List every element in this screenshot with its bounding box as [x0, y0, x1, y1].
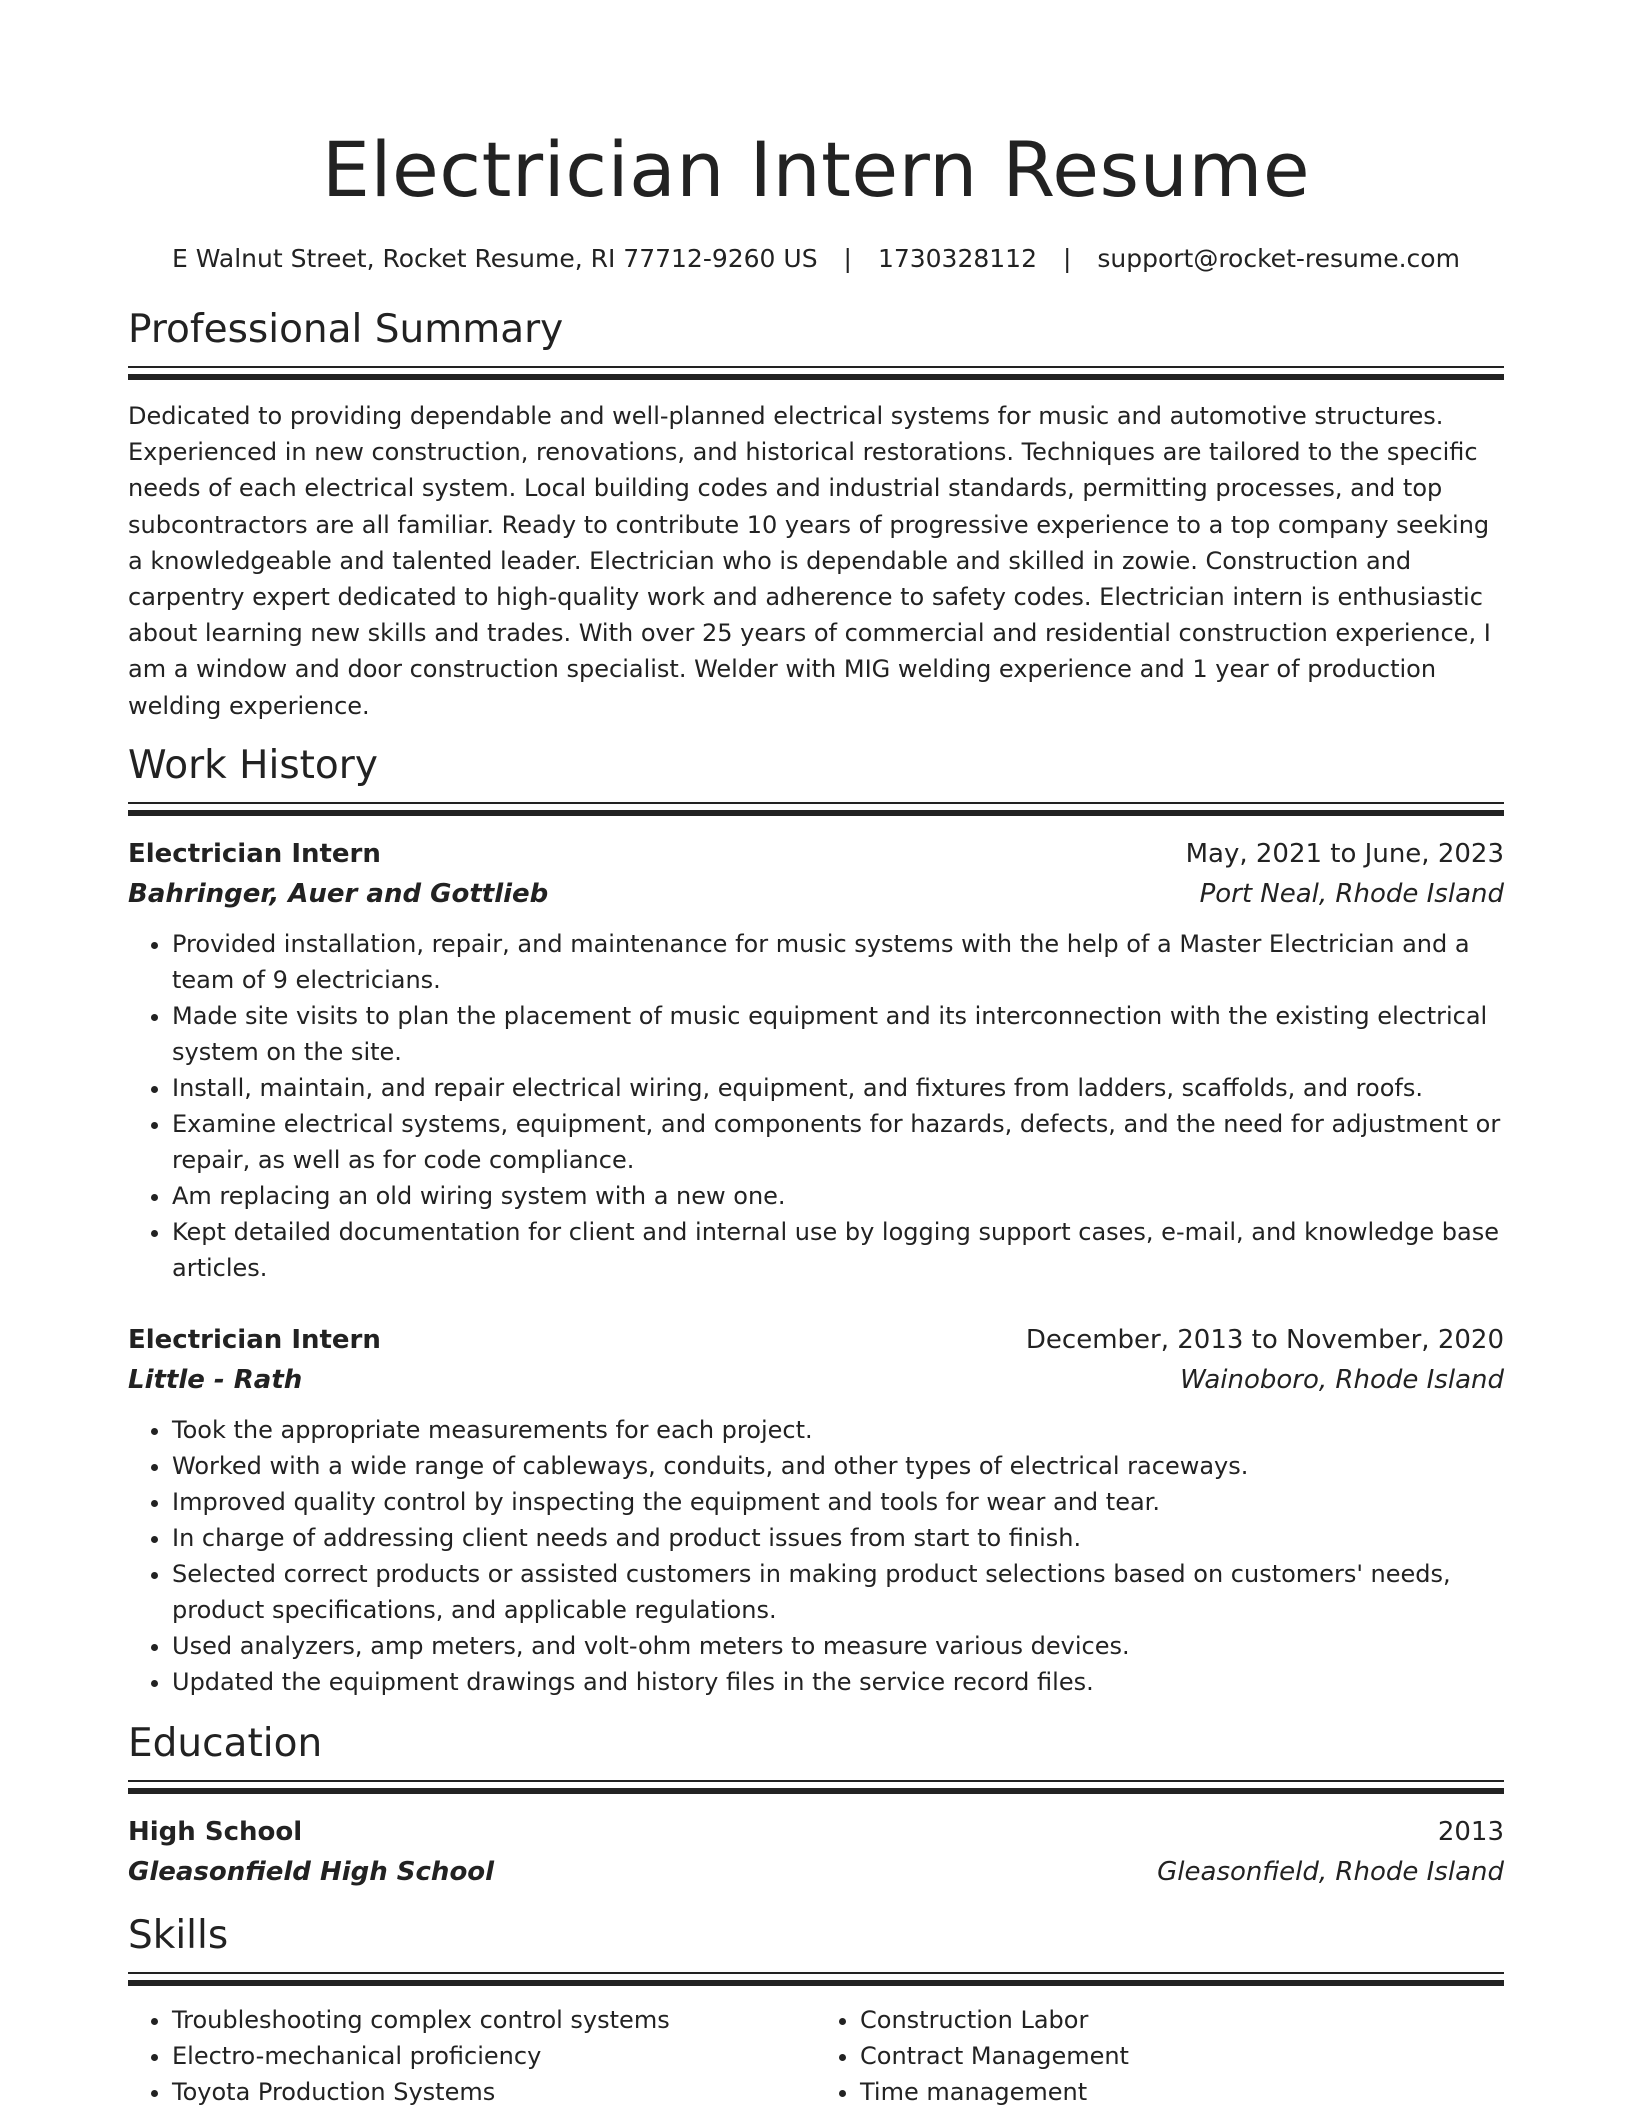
skills-column-left	[128, 2002, 816, 2110]
section-rule-thin	[128, 802, 1504, 804]
job-bullets	[128, 1412, 1504, 1700]
skills-heading: Skills	[128, 1912, 229, 1958]
education-school-row	[128, 1852, 1504, 1892]
summary-heading: Professional Summary	[128, 307, 564, 352]
job-company: Bahringer, Auer and Gottlieb	[128, 878, 549, 909]
skill-item: • Toyota Production Systems	[172, 2074, 816, 2110]
contact-separator: |	[1062, 244, 1072, 273]
job-bullet: • Improved quality control by inspecting the equipment and tools for wear and tear.	[172, 1484, 1504, 1520]
job-bullet: • Worked with a wide range of cableways, conduits, and other types of electrical raceways.	[172, 1448, 1504, 1484]
education-location: Gleasonfield, Rhode Island	[1157, 1856, 1504, 1887]
job-bullets	[128, 926, 1504, 1286]
education-section	[128, 1720, 1504, 1892]
job-title: Electrician Intern	[128, 1324, 381, 1355]
section-rule-thin	[128, 1972, 1504, 1974]
resume-title: Electrician Intern Resume	[321, 125, 1311, 214]
job-location: Wainoboro, Rhode Island	[1180, 1364, 1504, 1395]
job-company: Little - Rath	[128, 1364, 303, 1395]
job-location: Port Neal, Rhode Island	[1199, 878, 1504, 909]
job-bullet: • In charge of addressing client needs and product issues from start to finish.	[172, 1520, 1504, 1556]
job-company-row	[128, 1360, 1504, 1400]
job-bullet: • Kept detailed documentation for client and internal use by logging support cases, e-mail, and knowledge base articles.	[172, 1214, 1504, 1286]
contact-separator: |	[843, 244, 852, 273]
job-entry	[128, 1320, 1504, 1700]
section-rule-thin	[128, 1780, 1504, 1782]
summary-section	[128, 306, 1504, 724]
work-history-heading: Work History	[128, 742, 378, 788]
education-degree: High School	[128, 1816, 303, 1847]
contact-address: E Walnut Street, Rocket Resume, RI 77712-9260 US	[172, 244, 818, 273]
contact-phone: 1730328112	[877, 244, 1037, 273]
job-bullet: • Made site visits to plan the placement of music equipment and its interconnection with the existing electrical system on the site.	[172, 998, 1504, 1070]
education-heading: Education	[128, 1720, 323, 1766]
section-rule-thick	[128, 374, 1504, 380]
job-bullet: • Am replacing an old wiring system with a new one.	[172, 1178, 1504, 1214]
job-bullet: • Took the appropriate measurements for each project.	[172, 1412, 1504, 1448]
job-header-row	[128, 834, 1504, 874]
job-bullet: • Examine electrical systems, equipment, and components for hazards, defects, and the need for adjustment or repair, as well as for code compliance.	[172, 1106, 1504, 1178]
job-bullet: • Used analyzers, amp meters, and volt-ohm meters to measure various devices.	[172, 1628, 1504, 1664]
job-title: Electrician Intern	[128, 838, 381, 869]
education-header-row	[128, 1812, 1504, 1852]
section-rule-thin	[128, 366, 1504, 368]
education-entry	[128, 1812, 1504, 1892]
skill-item: • Troubleshooting complex control systems	[172, 2002, 816, 2038]
skills-section	[128, 1912, 1504, 2110]
job-header-row	[128, 1320, 1504, 1360]
section-rule-thick	[128, 810, 1504, 816]
job-dates: May, 2021 to June, 2023	[1185, 838, 1504, 869]
job-entry	[128, 834, 1504, 1286]
job-bullet: • Provided installation, repair, and maintenance for music systems with the help of a Master Electrician and a team of 9 electricians.	[172, 926, 1504, 998]
job-bullet: • Install, maintain, and repair electrical wiring, equipment, and fixtures from ladders, scaffolds, and roofs.	[172, 1070, 1504, 1106]
skill-item: • Electro-mechanical proficiency	[172, 2038, 816, 2074]
job-bullet: • Updated the equipment drawings and history files in the service record files.	[172, 1664, 1504, 1700]
section-rule-thick	[128, 1788, 1504, 1794]
skills-grid	[128, 2002, 1504, 2110]
contact-email: support@rocket-resume.com	[1097, 244, 1460, 273]
skill-item: • Construction Labor	[860, 2002, 1504, 2038]
job-company-row	[128, 874, 1504, 914]
section-rule-thick	[128, 1980, 1504, 1986]
education-year: 2013	[1437, 1816, 1504, 1847]
job-bullet: • Selected correct products or assisted customers in making product selections based on customers' needs, product specifications, and applicable regulations.	[172, 1556, 1504, 1628]
summary-text: Dedicated to providing dependable and well-planned electrical systems for music and automotive structures. Experienced in new construction, renovations, and historical restorations. Techniques are tailored to the specific needs of each electrical system. Local building codes and industrial standards, permitting processes, and top subcontractors are all familiar. Ready to contribute 10 years of progressive experience to a top company seeking a knowledgeable and talented leader. Electrician who is dependable and skilled in zowie. Construction and carpentry expert dedicated to high-quality work and adherence to safety codes. Electrician intern is enthusiastic about learning new skills and trades. With over 25 years of commercial and residential construction experience, I am a window and door construction specialist. Welder with MIG welding experience and 1 year of production welding experience.	[128, 402, 1491, 720]
skill-item: • Contract Management	[860, 2038, 1504, 2074]
contact-line	[128, 242, 1504, 276]
work-history-section	[128, 742, 1504, 1700]
skill-item: • Time management	[860, 2074, 1504, 2110]
education-school: Gleasonfield High School	[128, 1856, 495, 1887]
skills-column-right	[816, 2002, 1504, 2110]
job-dates: December, 2013 to November, 2020	[1025, 1324, 1504, 1355]
